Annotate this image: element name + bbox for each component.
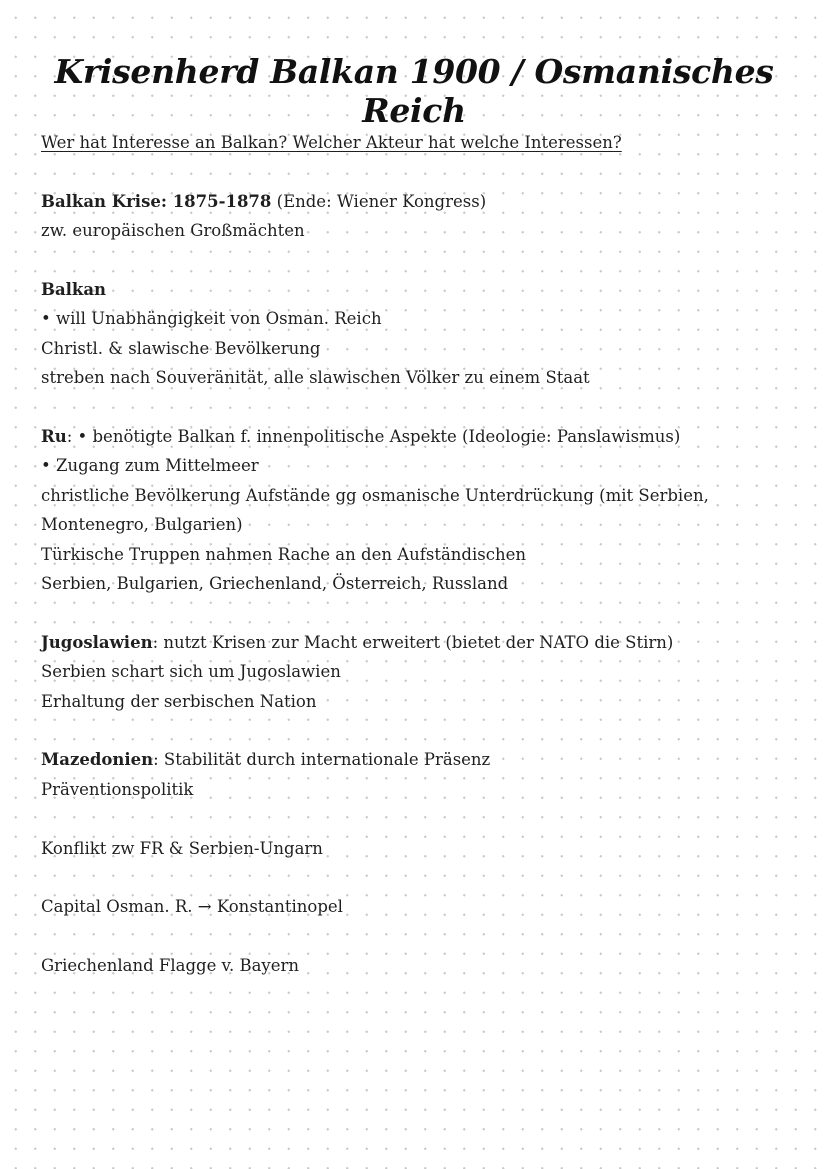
balkan-krise-note: (Ende: Wiener Kongress)	[271, 191, 487, 211]
mazedonien-first-line: : Stabilität durch internationale Präsenz	[153, 750, 491, 770]
jugoslawien-heading	[41, 628, 801, 657]
spacer	[41, 863, 801, 892]
mazedonien-line: Präventionspolitik	[41, 779, 194, 799]
balkan-label: Balkan	[41, 280, 107, 299]
note-line: Konflikt zw FR & Serbien-Ungarn	[41, 838, 323, 858]
ru-label: Ru	[41, 427, 67, 447]
balkan-line: • will Unabhängigkeit von Osman. Reich	[41, 309, 382, 329]
ru-line: Türkische Truppen nahmen Rache an den Aufständischen	[41, 544, 526, 564]
ru-line: Serbien, Bulgarien, Griechenland, Österreich, Russland	[41, 574, 509, 594]
ru-line: christliche Bevölkerung Aufstände gg osmanische Unterdrückung (mit Serbien,	[41, 485, 709, 505]
note-line: Capital Osman. R. → Konstantinopel	[41, 897, 343, 917]
balkan-line: Christl. & slawische Bevölkerung	[41, 338, 321, 358]
balkan-heading	[41, 275, 801, 304]
balkan-line: streben nach Souveränität, alle slawischen Völker zu einem Staat	[41, 368, 590, 388]
note-line: Griechenland Flagge v. Bayern	[41, 956, 300, 976]
jugoslawien-label: Jugoslawien	[41, 632, 153, 652]
balkan-krise-heading	[41, 187, 801, 216]
notes-body	[41, 128, 801, 981]
ru-first-line: : • benötigte Balkan f. innenpolitische Aspekte (Ideologie: Panslawismus)	[66, 427, 681, 447]
mazedonien-label: Mazedonien	[41, 750, 154, 770]
spacer	[41, 246, 801, 275]
jugoslawien-line: Erhaltung der serbischen Nation	[41, 691, 317, 711]
jugoslawien-line: Serbien schart sich um Jugoslawien	[41, 662, 341, 682]
jugoslawien-first-line: : nutzt Krisen zur Macht erweitert (bietet der NATO die Stirn)	[152, 632, 674, 652]
page-title: Krisenherd Balkan 1900 / Osmanisches Reich	[54, 52, 774, 130]
spacer	[41, 598, 801, 627]
spacer	[41, 804, 801, 833]
spacer	[41, 157, 801, 186]
spacer	[41, 393, 801, 422]
balkan-krise-line: zw. europäischen Großmächten	[41, 221, 305, 241]
spacer	[41, 716, 801, 745]
guiding-question: Wer hat Interesse an Balkan? Welcher Akteur hat welche Interessen?	[41, 133, 622, 152]
ru-heading	[41, 422, 801, 451]
balkan-krise-label: Balkan Krise: 1875-1878	[41, 191, 272, 211]
ru-line: Montenegro, Bulgarien)	[41, 515, 243, 535]
ru-line: • Zugang zum Mittelmeer	[41, 456, 259, 476]
mazedonien-heading	[41, 745, 801, 774]
spacer	[41, 922, 801, 951]
